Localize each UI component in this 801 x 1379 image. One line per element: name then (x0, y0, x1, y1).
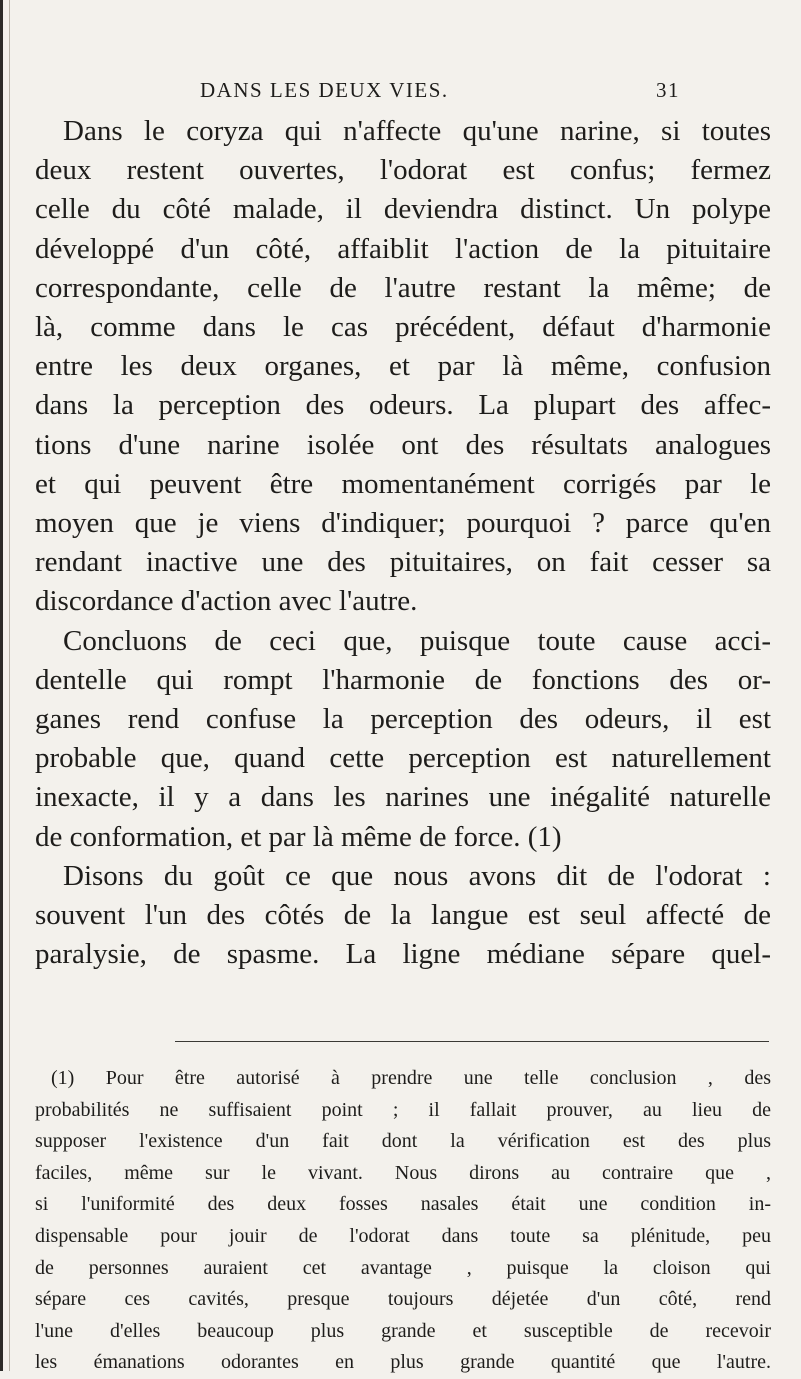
text-line: correspondante, celle de l'autre restant la même; de (35, 271, 771, 304)
text-line: rendant inactive une des pituitaires, on fait cesser sa (35, 546, 771, 579)
gutter-line (9, 0, 10, 1371)
page-number: 31 (656, 78, 680, 102)
footnote-line: probabilités ne suffisaient point ; il fallait prouver, au lieu de (35, 1098, 771, 1121)
footnote-line: les émanations odorantes en plus grande quantité que l'autre. (35, 1351, 771, 1374)
text-line: Concluons de ceci que, puisque toute cause acci- (63, 624, 771, 657)
text-line: et qui peuvent être momentanément corrigés par le (35, 467, 771, 500)
footnote-line: (1) Pour être autorisé à prendre une telle conclusion , des (51, 1067, 771, 1089)
running-head (200, 78, 680, 108)
text-line: inexacte, il y a dans les narines une inégalité naturelle (35, 781, 771, 814)
footnote-1 (35, 1063, 771, 1379)
text-line: entre les deux organes, et par là même, confusion (35, 350, 771, 383)
text-line: souvent l'un des côtés de la langue est seul affecté de (35, 899, 771, 932)
footnote-line: sépare ces cavités, presque toujours déjetée d'un côté, rend (35, 1288, 771, 1311)
footnotes (35, 1063, 771, 1379)
text-line: dans la perception des odeurs. La plupart des affec- (35, 389, 771, 422)
text-line: tions d'une narine isolée ont des résultats analogues (35, 428, 771, 461)
paragraph-1 (35, 112, 771, 622)
footnote-line: dispensable pour jouir de l'odorat dans toute sa plénitude, peu (35, 1224, 771, 1247)
text-line: ganes rend confuse la perception des odeurs, il est (35, 703, 771, 736)
text-line: développé d'un côté, affaiblit l'action de la pituitaire (35, 232, 771, 265)
text-line: discordance d'action avec l'autre. (35, 585, 418, 618)
text-line: Disons du goût ce que nous avons dit de l'odorat : (63, 859, 771, 892)
body-text (35, 112, 771, 974)
text-line: celle du côté malade, il deviendra distinct. Un polype (35, 193, 771, 226)
text-line: deux restent ouvertes, l'odorat est confus; fermez (35, 154, 771, 187)
text-line: probable que, quand cette perception est naturellement (35, 742, 771, 775)
page-edge (0, 0, 3, 1371)
footnote-line: si l'uniformité des deux fosses nasales était une condition in- (35, 1193, 771, 1216)
text-line: dentelle qui rompt l'harmonie de fonctions des or- (35, 663, 771, 696)
footnote-line: faciles, même sur le vivant. Nous dirons au contraire que , (35, 1161, 771, 1184)
text-line: moyen que je viens d'indiquer; pourquoi ? parce qu'en (35, 507, 771, 540)
text-line: de conformation, et par là même de force. (1) (35, 820, 562, 853)
running-title: DANS LES DEUX VIES. (200, 78, 449, 102)
text-line: là, comme dans le cas précédent, défaut d'harmonie (35, 311, 771, 344)
text-line: paralysie, de spasme. La ligne médiane sépare quel- (35, 938, 771, 971)
paragraph-3 (35, 857, 771, 975)
footnote-line: l'une d'elles beaucoup plus grande et susceptible de recevoir (35, 1319, 771, 1342)
paragraph-2 (35, 622, 771, 857)
footnote-line: de personnes auraient cet avantage , puisque la cloison qui (35, 1256, 771, 1279)
footnote-line: supposer l'existence d'un fait dont la vérification est des plus (35, 1130, 771, 1153)
text-line: Dans le coryza qui n'affecte qu'une narine, si toutes (63, 115, 771, 147)
footnote-rule (175, 1041, 769, 1042)
